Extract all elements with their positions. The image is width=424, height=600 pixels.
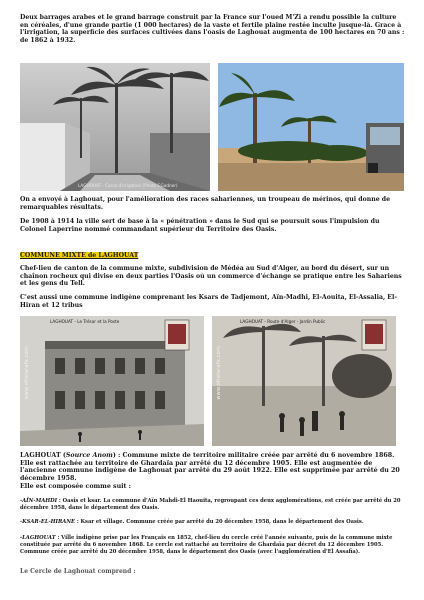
- laghouat-entry: [20, 535, 406, 556]
- cheflieu-paragraph: Chef-lieu de canton de la commune mixte, subdivision de Médéa au Sud d'Alger, au bord du désert, sur un chaînon rocheux qui divise en deux parties l'Oasis où un commerce d'échange se pratique entre les Sahariens et les gens du Tell.: [20, 265, 402, 288]
- anom-rest: ) : Commune mixte de territoire militaire créée par arrêté du 6 novembre 1868. Elle est rattachée au territoire de Ghardaïa par arrêté du 12 décembre 1905. Elle est augmentée de l'ancienne commune indigène de Laghouat par arrêté du 29 août 1922. Elle est supprimée par arrêté du 20 décembre 1958.: [20, 452, 400, 482]
- watermark: www.nfrelarafe.com: [216, 346, 222, 400]
- section-heading: [20, 252, 406, 260]
- indigene-paragraph: C'est aussi une commune indigène comprenant les Ksars de Tadjemont, Aïn-Madhi, El-Aouita, El-Assalia, El-Hiran et 12 tribus: [20, 294, 397, 309]
- ainmahdi-text: : Oasis et ksar. La commune d'Aïn Mahdi-El Haouita, regroupant ces deux agglomérations, est créée par arrêté du 20 décembre 1958, dans le département des Oasis.: [20, 498, 401, 511]
- ksar-label: -KSAR-EL-HIRANE: [20, 519, 76, 525]
- penetration-paragraph: De 1908 à 1914 la ville sert de base à la « pénétration » dans le Sud qui se poursuit sous l'impulsion du Colonel Laperrine nommé commandant supérieur du Territoire des Oasis.: [20, 218, 380, 233]
- laghouat-text: : Ville indigène prise par les Français en 1852, chef-lieu du cercle créé l'année suivante, puis de la commune mixte constituée par arrêté du 6 novembre 1868. Le cercle est rattaché au territoire de Ghardaïa par décret du 12 décembre 1905. Commune créée par arrêté du 20 décembre 1958, dans le département des Oasis (avec l'agglomération d'El Assafia).: [20, 535, 393, 555]
- section-heading-text: COMMUNE MIXTE de LAGHOUAT: [20, 252, 139, 259]
- postcard-caption: LAGHOUAT - Route d'Alger - Jardin Public: [240, 319, 326, 324]
- intro-paragraph: Deux barrages arabes et le grand barrage construit par la France sur l'oued M'Zi a rendu possible la culture en céréales, d'une grande partie (1 000 hectares) de la vaste et fertile plaine restée inculte jusque-là. Grace à l'irrigation, la superficie des surfaces cultivées dans l'oasis de Laghouat augmenta de 100 hectares en 70 ans : de 1862 à 1932.: [20, 14, 405, 44]
- cercle-line: Le Cercle de Laghouat comprend :: [20, 568, 136, 575]
- anom-composed: Elle est composée comme suit :: [20, 483, 131, 490]
- watermark: www.nfrelarafe.com: [24, 346, 30, 400]
- postcard-caption: LAGHOUAT - Le Trésor et la Poste: [50, 319, 120, 324]
- irrigation-canal-photo: [20, 63, 210, 191]
- ksar-text: : Ksar et village. Commune créée par arrêté du 20 décembre 1958, dans le département des Oasis.: [75, 519, 364, 525]
- merinos-paragraph: On a envoyé à Laghouat, pour l'amélioration des races sahariennes, un troupeau de mérinos, qui donne de remarquables résultats.: [20, 196, 391, 211]
- ainmahdi-entry: [20, 498, 406, 512]
- postcard-tresor-poste: [20, 316, 204, 446]
- laghouat-label: -LAGHOUAT: [20, 535, 56, 541]
- postcard-route-alger: [212, 316, 396, 446]
- anom-paragraph: [20, 452, 406, 482]
- photo-caption: LAGHOUAT - Canal d'irrigation (Photo F.Gadner): [78, 183, 178, 188]
- oasis-color-photo: [218, 63, 404, 191]
- anom-lead: LAGHOUAT (: [20, 452, 66, 459]
- ksar-entry: [20, 519, 406, 526]
- ainmahdi-label: -AÏN-MAHDI: [20, 498, 58, 504]
- anom-source: Source Anom: [65, 452, 113, 459]
